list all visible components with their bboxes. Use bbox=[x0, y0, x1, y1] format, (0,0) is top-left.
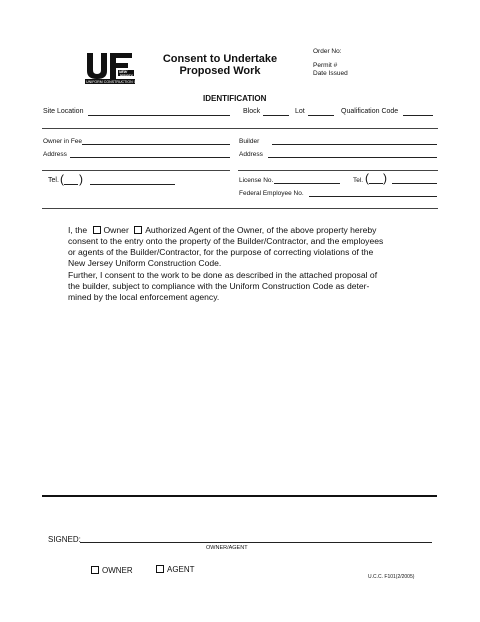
owner-checkbox-label: OWNER bbox=[102, 566, 133, 575]
lot-field[interactable] bbox=[308, 115, 334, 116]
owner-tel-field[interactable] bbox=[90, 184, 175, 185]
further-line-2: the builder, subject to compliance with the Uniform Construction Code as deter- bbox=[68, 281, 370, 291]
owner-agent-caption: OWNER/AGENT bbox=[206, 545, 248, 551]
site-location-field[interactable] bbox=[88, 115, 230, 116]
agent-checkbox-label: AGENT bbox=[167, 565, 195, 574]
owner-divider bbox=[42, 170, 230, 171]
lot-label: Lot bbox=[295, 108, 305, 115]
builder-field[interactable] bbox=[272, 144, 437, 145]
builder-area-code-field[interactable] bbox=[369, 183, 383, 184]
owner-in-fee-field[interactable] bbox=[82, 144, 230, 145]
consent-line-3: or agents of the Builder/Contractor, for the purpose of correcting violations of the bbox=[68, 247, 374, 257]
builder-label: Builder bbox=[239, 138, 260, 145]
federal-employee-no-label: Federal Employee No. bbox=[239, 190, 304, 197]
signature-field[interactable] bbox=[80, 542, 432, 543]
form-title bbox=[160, 53, 280, 77]
logo-caption: UNIFORM CONSTRUCTION CODE bbox=[86, 79, 145, 84]
consent-intro: I, the bbox=[68, 225, 88, 235]
ucc-logo bbox=[85, 52, 145, 84]
signed-label: SIGNED: bbox=[48, 535, 81, 544]
title-line-2: Proposed Work bbox=[179, 65, 261, 77]
logo-state-text: NEW JERSEY bbox=[119, 70, 133, 78]
consent-paragraph bbox=[68, 225, 428, 269]
owner-tel-open-paren: ( bbox=[60, 172, 64, 186]
owner-in-fee-label: Owner in Fee bbox=[43, 138, 83, 145]
builder-tel-open-paren: ( bbox=[365, 171, 369, 185]
divider-top bbox=[42, 128, 438, 129]
identification-heading: IDENTIFICATION bbox=[203, 94, 267, 103]
agent-checkbox-row bbox=[153, 565, 195, 574]
agent-checkbox-top[interactable] bbox=[134, 226, 142, 234]
form-code: U.C.C. F101(2/2005) bbox=[368, 574, 415, 580]
block-label: Block bbox=[243, 108, 261, 115]
builder-tel-field[interactable] bbox=[392, 183, 437, 184]
further-line-3: mined by the local enforcement agency. bbox=[68, 292, 220, 302]
date-issued-label: Date Issued bbox=[313, 70, 348, 77]
owner-tel-close-paren: ) bbox=[79, 172, 83, 186]
further-line-1: Further, I consent to the work to be done as described in the attached proposal of bbox=[68, 270, 378, 280]
consent-line-4: New Jersey Uniform Construction Code. bbox=[68, 258, 222, 268]
block-field[interactable] bbox=[263, 115, 289, 116]
qualification-code-field[interactable] bbox=[403, 115, 433, 116]
signature-separator bbox=[42, 495, 437, 497]
agent-option-text: Authorized Agent of the Owner, of the above property hereby bbox=[145, 225, 377, 235]
builder-tel-close-paren: ) bbox=[383, 171, 387, 185]
owner-option-label: Owner bbox=[103, 225, 129, 235]
license-no-label: License No. bbox=[239, 177, 274, 184]
builder-address-field[interactable] bbox=[268, 157, 437, 158]
permit-label: Permit # bbox=[313, 62, 338, 69]
agent-checkbox-bottom[interactable] bbox=[156, 565, 164, 573]
federal-employee-no-field[interactable] bbox=[309, 196, 437, 197]
owner-address-label: Address bbox=[43, 151, 67, 158]
divider-bottom bbox=[42, 208, 438, 209]
owner-address-field[interactable] bbox=[70, 157, 230, 158]
consent-line-2: consent to the entry onto the property of the Builder/Contractor, and the employees bbox=[68, 236, 384, 246]
owner-area-code-field[interactable] bbox=[64, 184, 78, 185]
site-location-label: Site Location bbox=[43, 108, 84, 115]
builder-address-label: Address bbox=[239, 151, 263, 158]
builder-tel-label: Tel. bbox=[353, 177, 364, 184]
owner-tel-label: Tel. bbox=[48, 177, 59, 184]
builder-divider bbox=[238, 170, 438, 171]
further-consent-paragraph bbox=[68, 270, 428, 303]
owner-checkbox-top[interactable] bbox=[93, 226, 101, 234]
consent-line-1 bbox=[68, 225, 428, 236]
title-line-1: Consent to Undertake bbox=[162, 53, 278, 65]
order-no-label: Order No: bbox=[313, 48, 342, 55]
license-no-field[interactable] bbox=[274, 183, 340, 184]
owner-checkbox-row bbox=[88, 566, 133, 575]
qualification-code-label: Qualification Code bbox=[341, 108, 399, 115]
owner-checkbox-bottom[interactable] bbox=[91, 566, 99, 574]
